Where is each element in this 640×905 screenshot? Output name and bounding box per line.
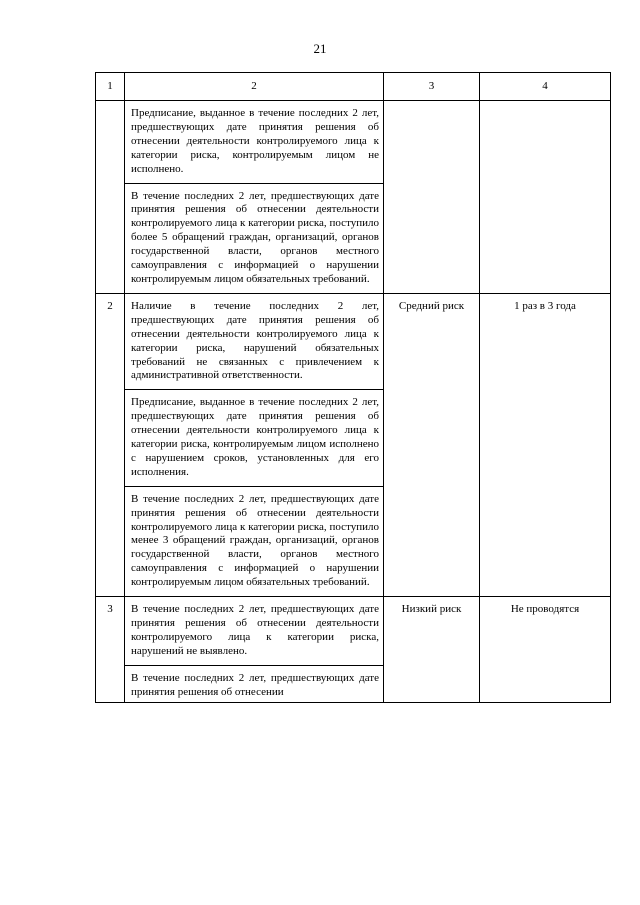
page-number: 21 <box>313 41 327 56</box>
criterion-text: В течение последних 2 лет, предшествующих дате принятия решения об отнесении <box>125 665 383 702</box>
criteria-cell <box>125 597 384 702</box>
criterion-text: В течение последних 2 лет, предшествующих дате принятия решения об отнесении деятельности контролируемого лица к категории риска, поступило более 5 обращений граждан, организаций, органов государственной власти, органов местного самоуправления с информацией о нарушении контролируемым лицом обязательных требований. <box>125 183 383 293</box>
risk-category: Средний риск <box>384 293 480 596</box>
table-row <box>96 597 611 702</box>
criterion-text: Наличие в течение последних 2 лет, предшествующих дате принятия решения об отнесении деятельности контролируемого лица к категории риска, нарушений обязательных требований не связанных с привлечением к административной ответственности. <box>131 299 379 382</box>
column-header-2: 2 <box>125 73 384 101</box>
table-row <box>96 293 611 596</box>
risk-category <box>384 101 480 294</box>
column-header-3: 3 <box>384 73 480 101</box>
inspection-frequency: Не проводятся <box>480 597 611 702</box>
risk-category-table <box>95 72 611 703</box>
criterion-text: Предписание, выданное в течение последних 2 лет, предшествующих дате принятия решения об отнесении деятельности контролируемого лица к категории риска, контролируемым лицом исполнено с нарушением сроков, установленных для его исполнения. <box>125 389 383 485</box>
table-row <box>96 101 611 294</box>
row-number: 2 <box>96 293 125 596</box>
inspection-frequency <box>480 101 611 294</box>
criterion-text: В течение последних 2 лет, предшествующих дате принятия решения об отнесении деятельности контролируемого лица к категории риска, нарушений не выявлено. <box>131 603 379 657</box>
criteria-cell <box>125 101 384 294</box>
criterion-text: В течение последних 2 лет, предшествующих дате принятия решения об отнесении деятельности контролируемого лица к категории риска, поступило менее 3 обращений граждан, организаций, органов государственной власти, органов местного самоуправления с информацией о нарушении контролируемым лицом обязательных требований. <box>125 486 383 596</box>
criterion-text: Предписание, выданное в течение последних 2 лет, предшествующих дате принятия решения об отнесении деятельности контролируемого лица к категории риска, контролируемым лицом не исполнено. <box>131 107 379 175</box>
risk-category: Низкий риск <box>384 597 480 702</box>
row-number <box>96 101 125 294</box>
row-number: 3 <box>96 597 125 702</box>
table-header-row <box>96 73 611 101</box>
column-header-4: 4 <box>480 73 611 101</box>
criteria-cell <box>125 293 384 596</box>
inspection-frequency: 1 раз в 3 года <box>480 293 611 596</box>
column-header-1: 1 <box>96 73 125 101</box>
